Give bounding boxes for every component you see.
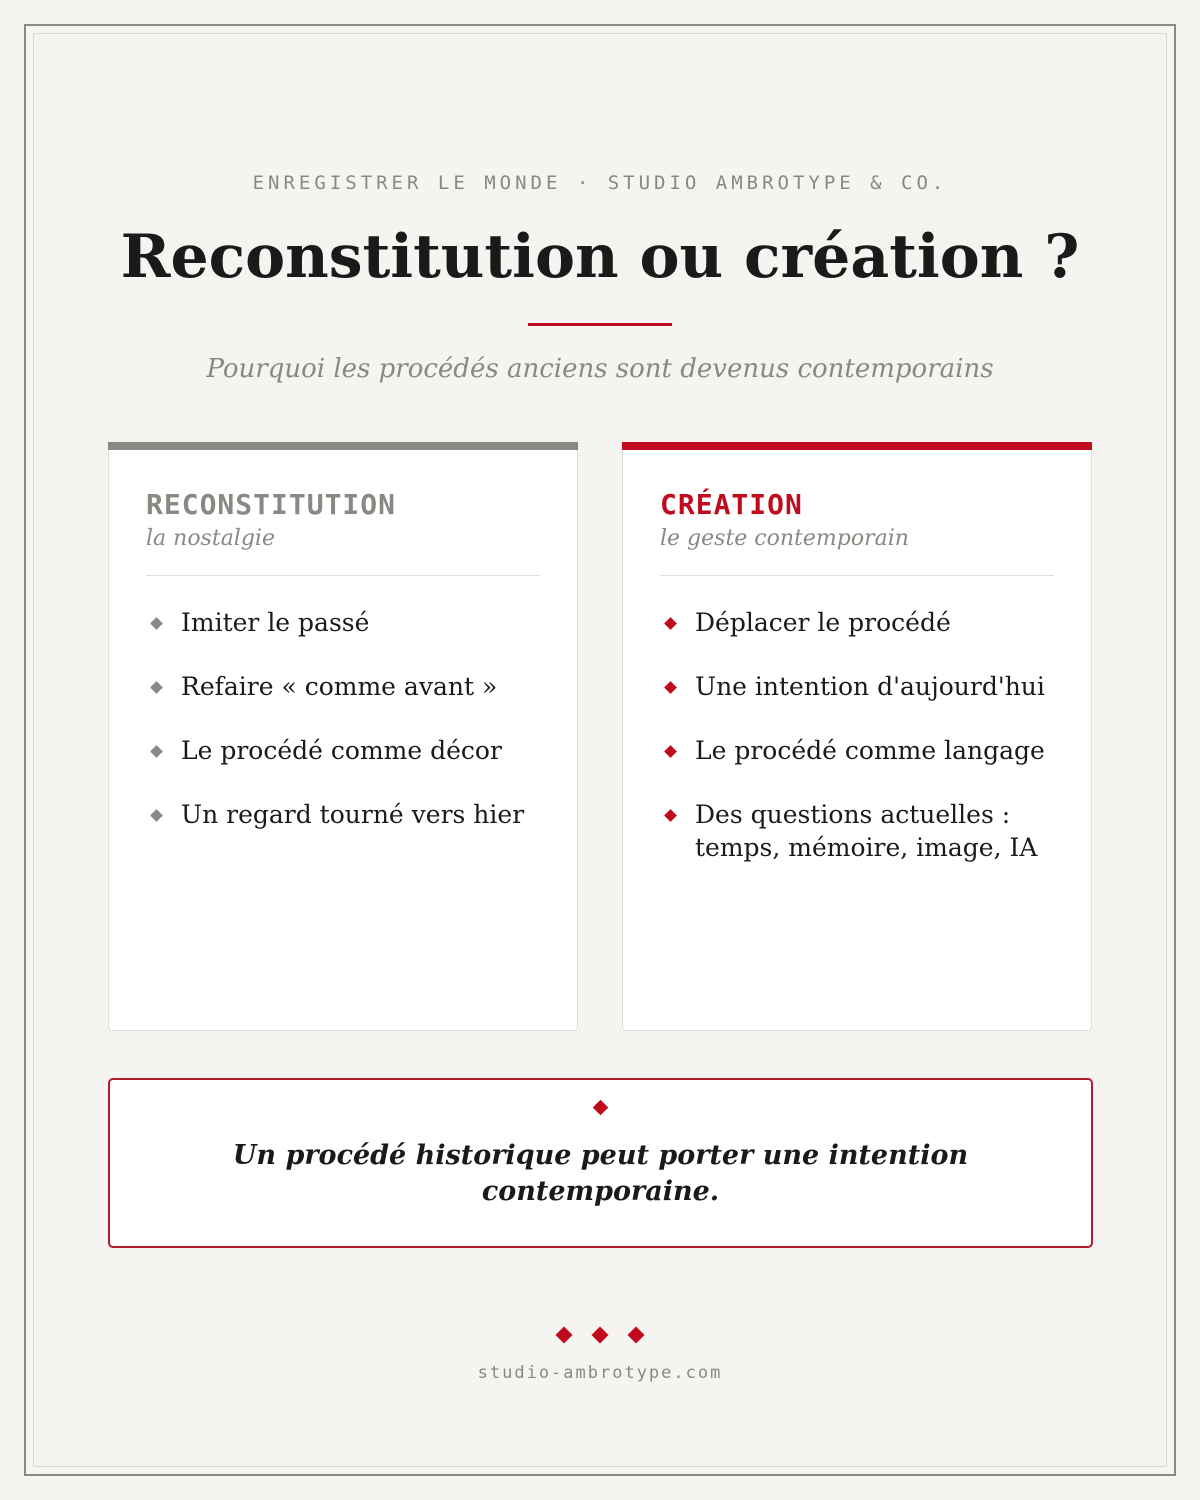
list-item	[660, 670, 1050, 703]
card-subheading: le geste contemporain	[660, 526, 909, 551]
card-divider	[660, 575, 1054, 576]
list-item	[146, 798, 546, 831]
creation-list	[660, 606, 1050, 895]
list-item	[660, 798, 1050, 864]
list-item	[660, 606, 1050, 639]
diamond-bullet-icon	[150, 681, 163, 694]
list-item	[146, 734, 546, 767]
list-item	[146, 606, 546, 639]
diamond-bullet-icon	[150, 617, 163, 630]
list-item	[146, 670, 546, 703]
list-item-text: Un regard tourné vers hier	[181, 800, 525, 829]
kicker: ENREGISTRER LE MONDE · STUDIO AMBROTYPE & CO.	[252, 172, 948, 194]
title-divider	[528, 323, 672, 326]
card-top-bar	[108, 442, 578, 450]
diamond-bullet-icon	[664, 809, 677, 822]
page-title: Reconstitution ou création ?	[120, 222, 1080, 292]
page-subtitle: Pourquoi les procédés anciens sont devenus contemporains	[206, 354, 994, 384]
list-item-text: Déplacer le procédé	[695, 608, 951, 637]
diamond-icon	[592, 1327, 609, 1344]
card-divider	[146, 575, 540, 576]
diamond-bullet-icon	[664, 617, 677, 630]
footer-url: studio-ambrotype.com	[477, 1363, 723, 1383]
list-item-text: Le procédé comme décor	[181, 736, 502, 765]
key-quote: Un procédé historique peut porter une intention contemporaine.	[232, 1140, 969, 1207]
card-heading: CRÉATION	[660, 488, 803, 521]
key-quote-box	[108, 1078, 1093, 1248]
list-item-text: Refaire « comme avant »	[181, 672, 498, 701]
list-item	[660, 734, 1050, 767]
diamond-bullet-icon	[664, 745, 677, 758]
diamond-icon	[556, 1327, 573, 1344]
card-heading: RECONSTITUTION	[146, 488, 397, 521]
reconstitution-card	[108, 442, 578, 1031]
list-item-text: Une intention d'aujourd'hui	[695, 672, 1045, 701]
diamond-icon	[628, 1327, 645, 1344]
card-subheading: la nostalgie	[146, 526, 275, 551]
reconstitution-list	[146, 606, 546, 862]
card-top-bar	[622, 442, 1092, 450]
diamond-bullet-icon	[664, 681, 677, 694]
list-item-text: Le procédé comme langage	[695, 736, 1045, 765]
footer-ornament	[0, 1329, 1200, 1345]
list-item-text: Imiter le passé	[181, 608, 370, 637]
diamond-bullet-icon	[150, 745, 163, 758]
diamond-icon	[593, 1100, 609, 1116]
list-item-text: Des questions actuelles : temps, mémoire, image, IA	[695, 800, 1038, 862]
diamond-bullet-icon	[150, 809, 163, 822]
creation-card	[622, 442, 1092, 1031]
